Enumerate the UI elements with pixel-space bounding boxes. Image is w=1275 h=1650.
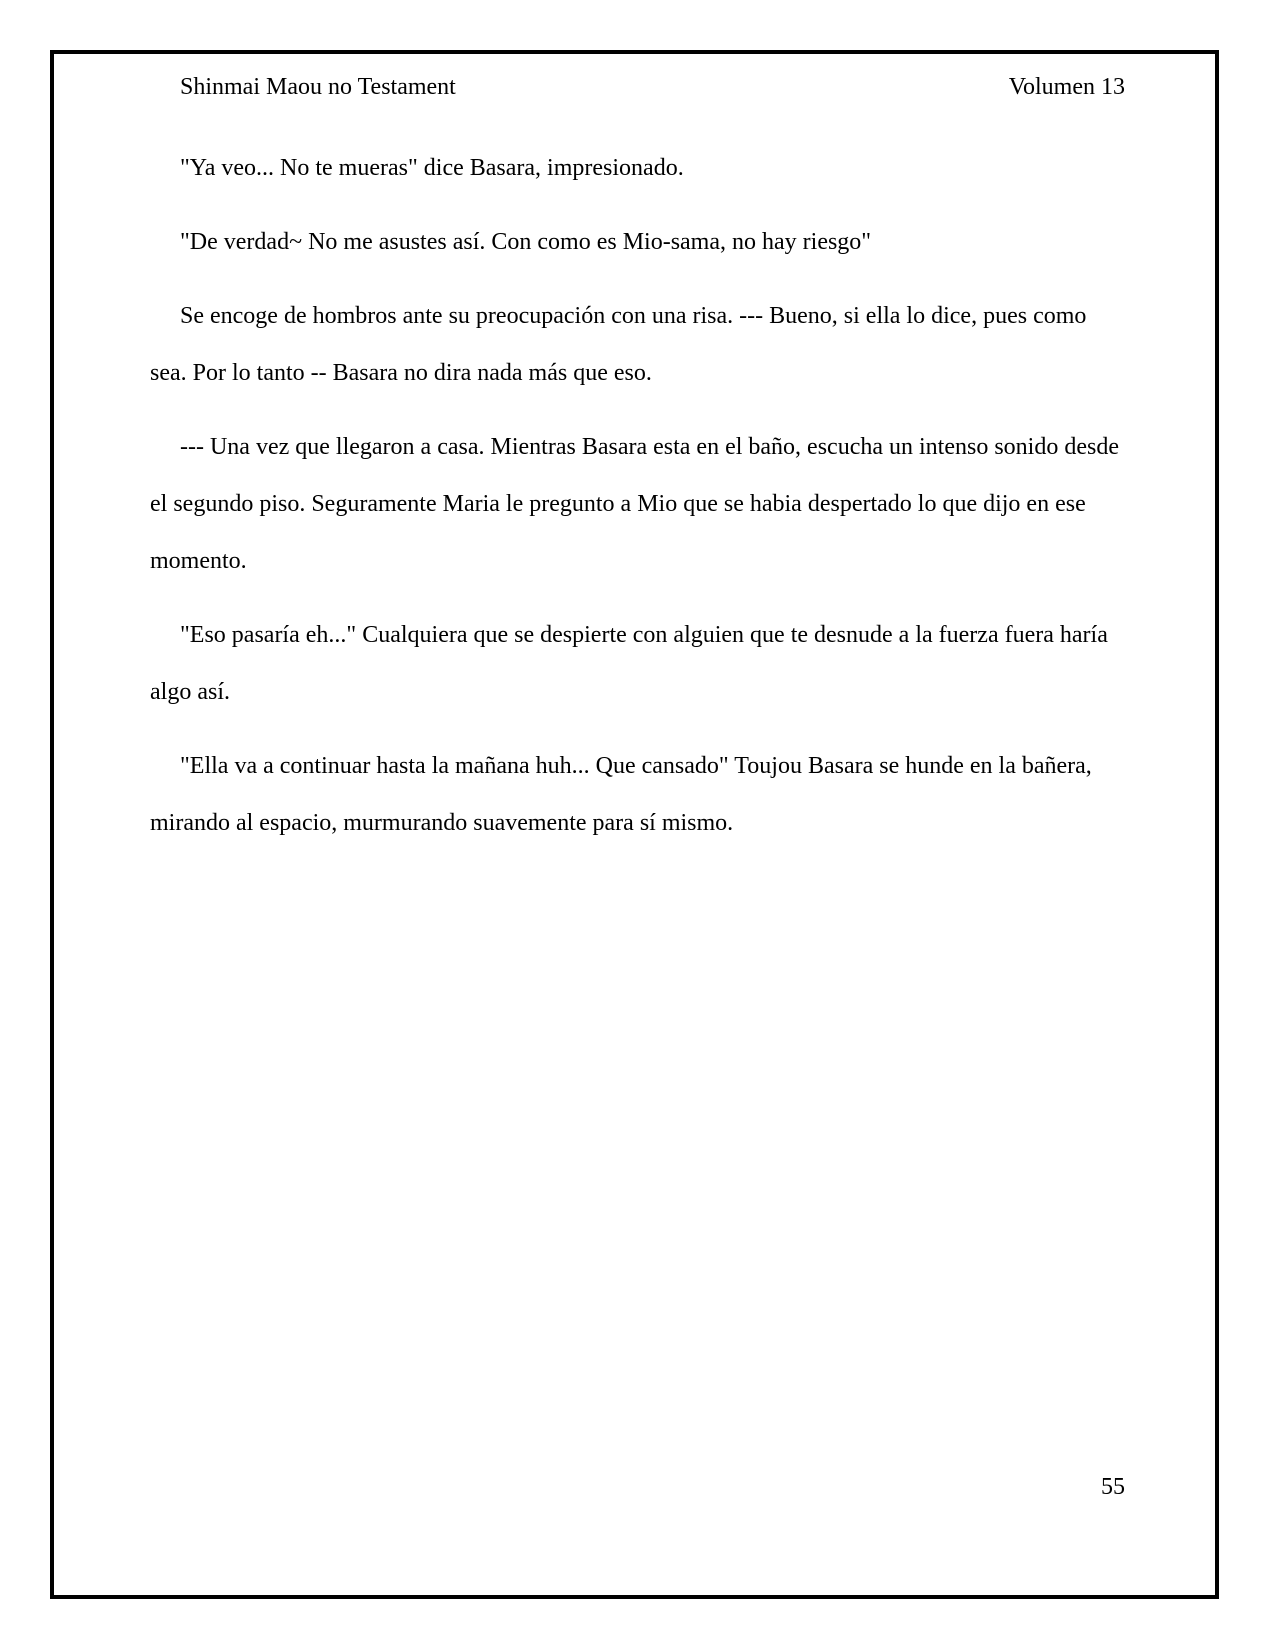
paragraph: --- Una vez que llegaron a casa. Mientras Basara esta en el baño, escucha un intenso sonido desde el segundo piso. Seguramente Maria le pregunto a Mio que se habia despertado lo que dijo en ese momento.: [150, 434, 1119, 574]
paragraph: "Ella va a continuar hasta la mañana huh... Que cansado" Toujou Basara se hunde en la bañera, mirando al espacio, murmurando suavemente para sí mismo.: [150, 753, 1092, 836]
paragraph: Se encoge de hombros ante su preocupación con una risa. --- Bueno, si ella lo dice, pues como sea. Por lo tanto -- Basara no dira nada más que eso.: [150, 303, 1087, 386]
running-header-volume: Volumen 13: [1008, 74, 1125, 100]
running-header-title: Shinmai Maou no Testament: [180, 74, 456, 100]
page-number: 55: [1101, 1474, 1125, 1500]
paragraph: "Ya veo... No te mueras" dice Basara, impresionado.: [180, 155, 684, 181]
paragraph: "Eso pasaría eh..." Cualquiera que se despierte con alguien que te desnude a la fuerza fuera haría algo así.: [150, 622, 1108, 705]
body-text: [150, 140, 1126, 869]
paragraph: "De verdad~ No me asustes así. Con como es Mio-sama, no hay riesgo": [180, 229, 872, 255]
